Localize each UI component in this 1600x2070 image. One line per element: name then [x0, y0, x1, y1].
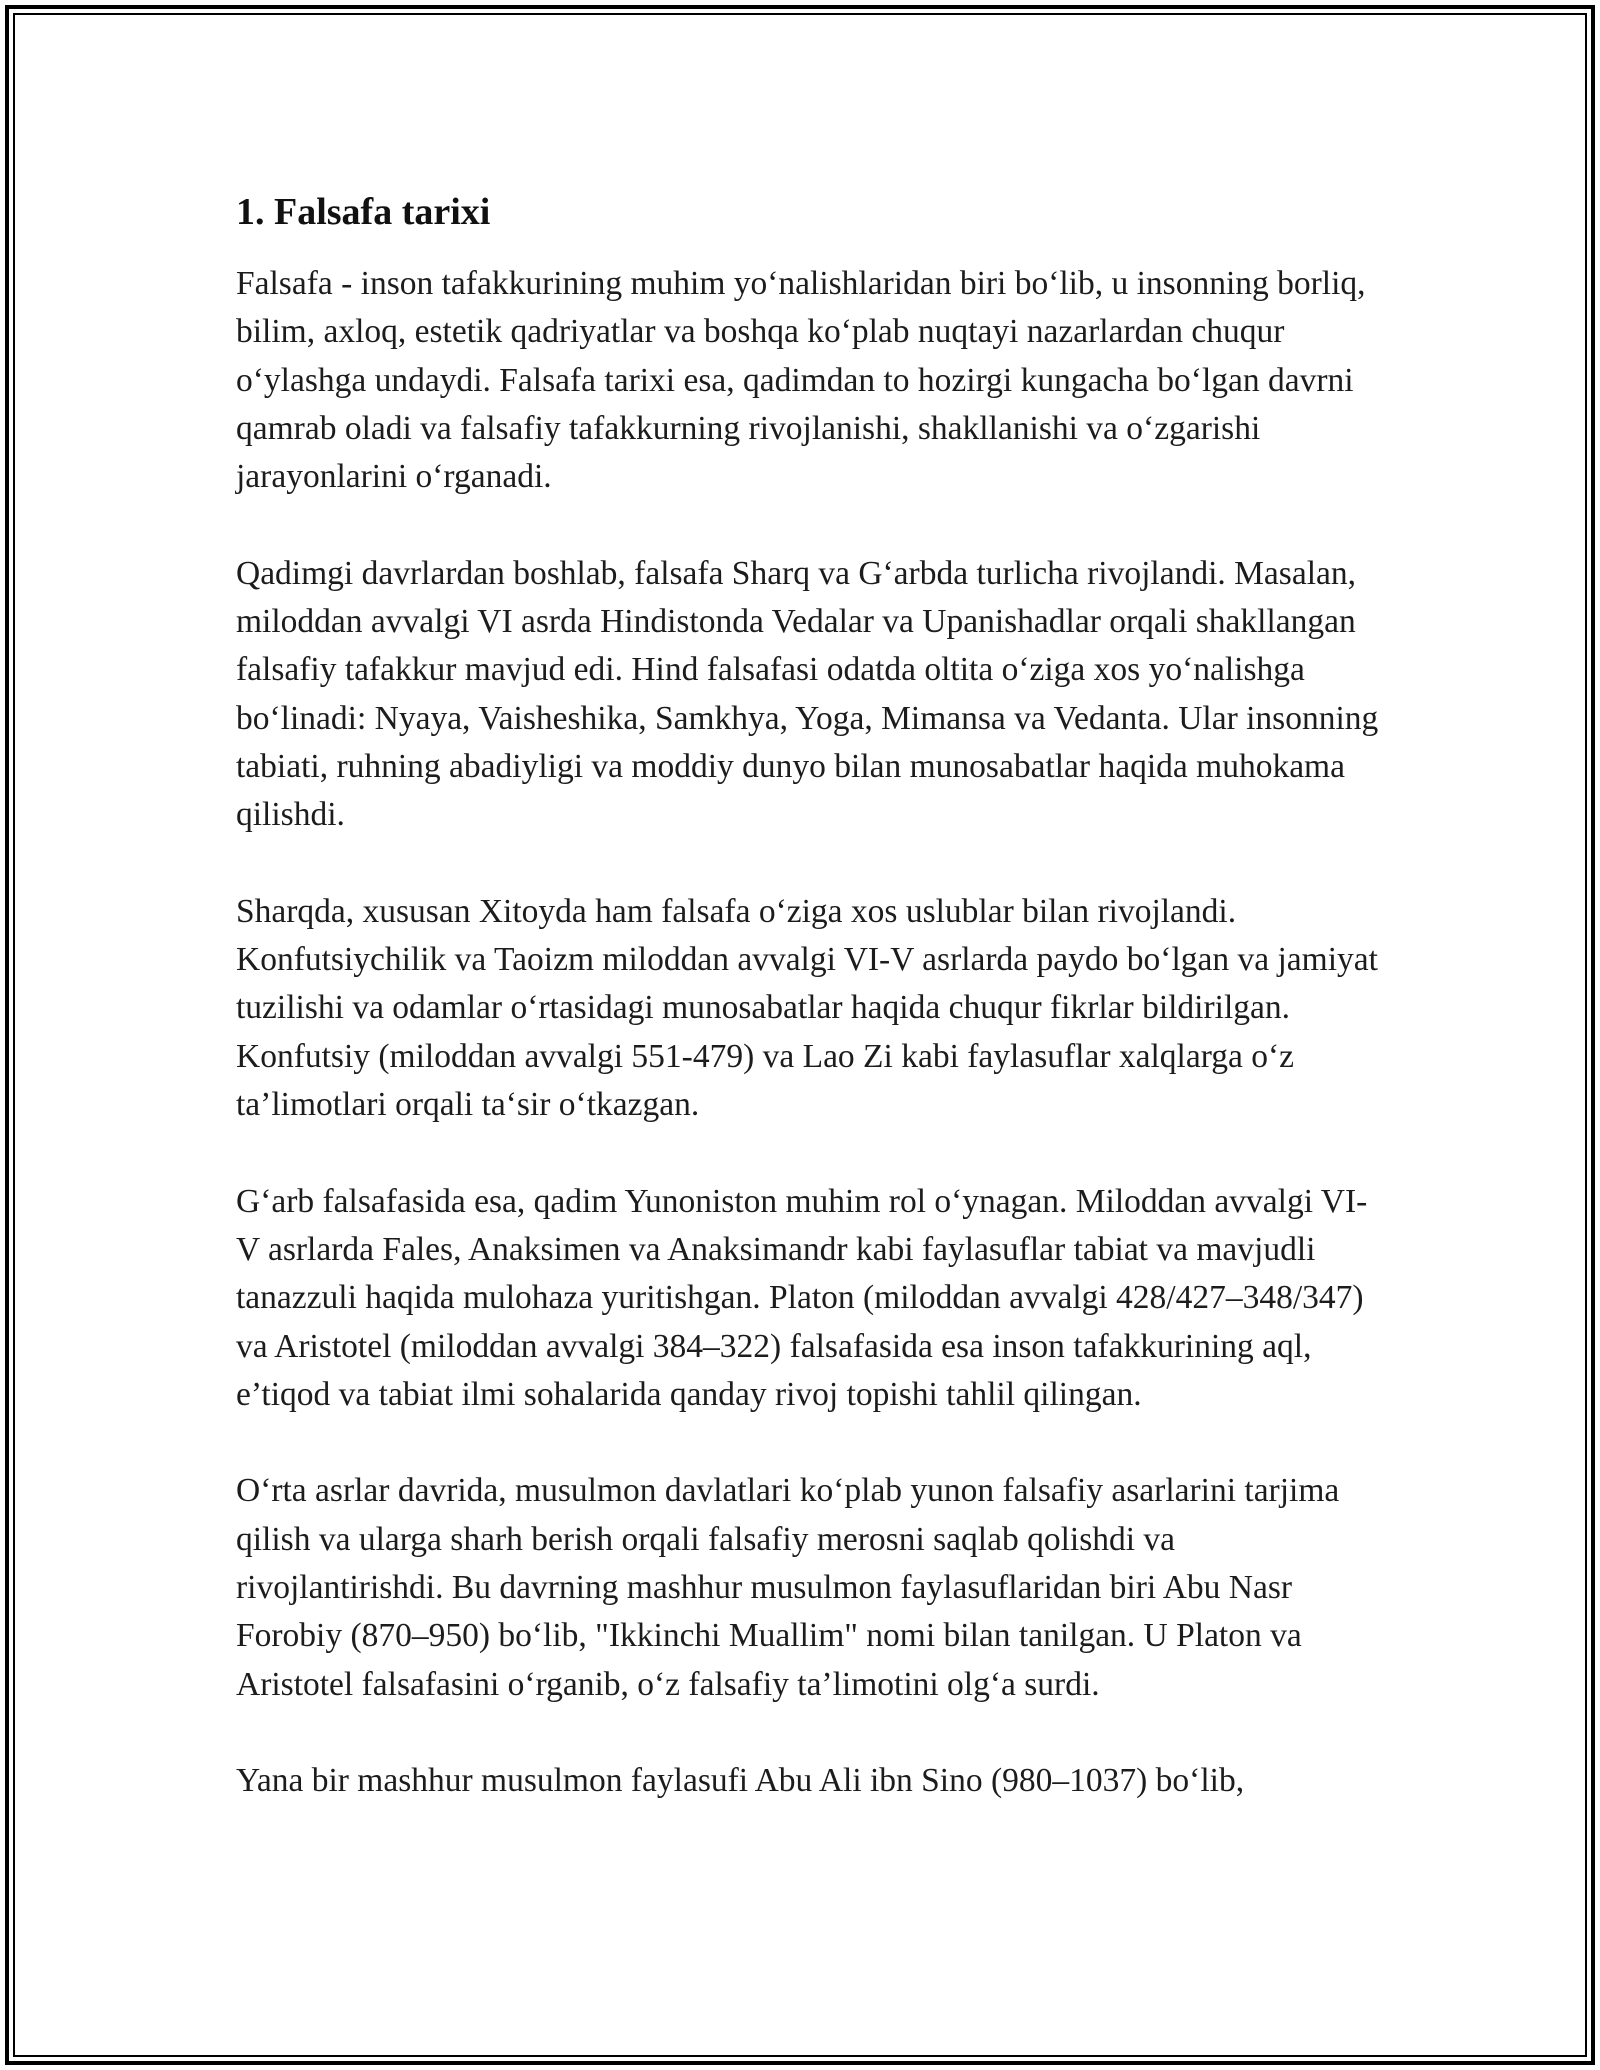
document-body — [236, 188, 1386, 1806]
paragraph: Falsafa - inson tafakkurining muhim yo‘nalishlaridan biri bo‘lib, u insonning borliq, bilim, axloq, estetik qadriyatlar va boshqa ko‘plab nuqtayi nazarlardan chuqur o‘ylashga undaydi. Falsafa tarixi esa, qadimdan to hozirgi kungacha bo‘lgan davrni qamrab oladi va falsafiy tafakkurning rivojlanishi, shakllanishi va o‘zgarishi jarayonlarini o‘rganadi. — [236, 265, 1366, 496]
paragraph: Yana bir mashhur musulmon faylasufi Abu Ali ibn Sino (980–1037) bo‘lib, — [236, 1762, 1245, 1800]
paragraph: O‘rta asrlar davrida, musulmon davlatlari ko‘plab yunon falsafiy asarlarini tarjima qilish va ularga sharh berish orqali falsafiy merosni saqlab qolishdi va rivojlantirishdi. Bu davrning mashhur musulmon faylasuflaridan biri Abu Nasr Forobiy (870–950) bo‘lib, "Ikkinchi Muallim" nomi bilan tanilgan. U Platon va Aristotel falsafasini o‘rganib, o‘z falsafiy ta’limotini olg‘a surdi. — [236, 1472, 1340, 1703]
paragraph: Sharqda, xususan Xitoyda ham falsafa o‘ziga xos uslublar bilan rivojlandi. Konfutsiychilik va Taoizm miloddan avvalgi VI-V asrlarda paydo bo‘lgan va jamiyat tuzilishi va odamlar o‘rtasidagi munosabatlar haqida chuqur fikrlar bildirilgan. Konfutsiy (miloddan avvalgi 551-479) va Lao Zi kabi faylasuflar xalqlarga o‘z ta’limotlari orqali ta‘sir o‘tkazgan. — [236, 892, 1378, 1124]
paragraph: Qadimgi davrlardan boshlab, falsafa Sharq va G‘arbda turlicha rivojlandi. Masalan, miloddan avvalgi VI asrda Hindistonda Vedalar va Upanishadlar orqali shakllangan falsafiy tafakkur mavjud edi. Hind falsafasi odatda oltita o‘ziga xos yo‘nalishga bo‘linadi: Nyaya, Vaisheshika, Samkhya, Yoga, Mimansa va Vedanta. Ular insonning tabiati, ruhning abadiyligi va moddiy dunyo bilan munosabatlar haqida muhokama qilishdi. — [236, 554, 1379, 834]
section-heading: 1. Falsafa tarixi — [236, 191, 491, 233]
paragraph: G‘arb falsafasida esa, qadim Yunoniston muhim rol o‘ynagan. Miloddan avvalgi VI-V asrlarda Fales, Anaksimen va Anaksimandr kabi faylasuflar tabiat va mavjudli tanazzuli haqida mulohaza yuritishgan. Platon (miloddan avvalgi 428/427–348/347) va Aristotel (miloddan avvalgi 384–322) falsafasida esa inson tafakkurining aql, e’tiqod va tabiat ilmi sohalarida qanday rivoj topishi tahlil qilingan. — [236, 1182, 1368, 1413]
